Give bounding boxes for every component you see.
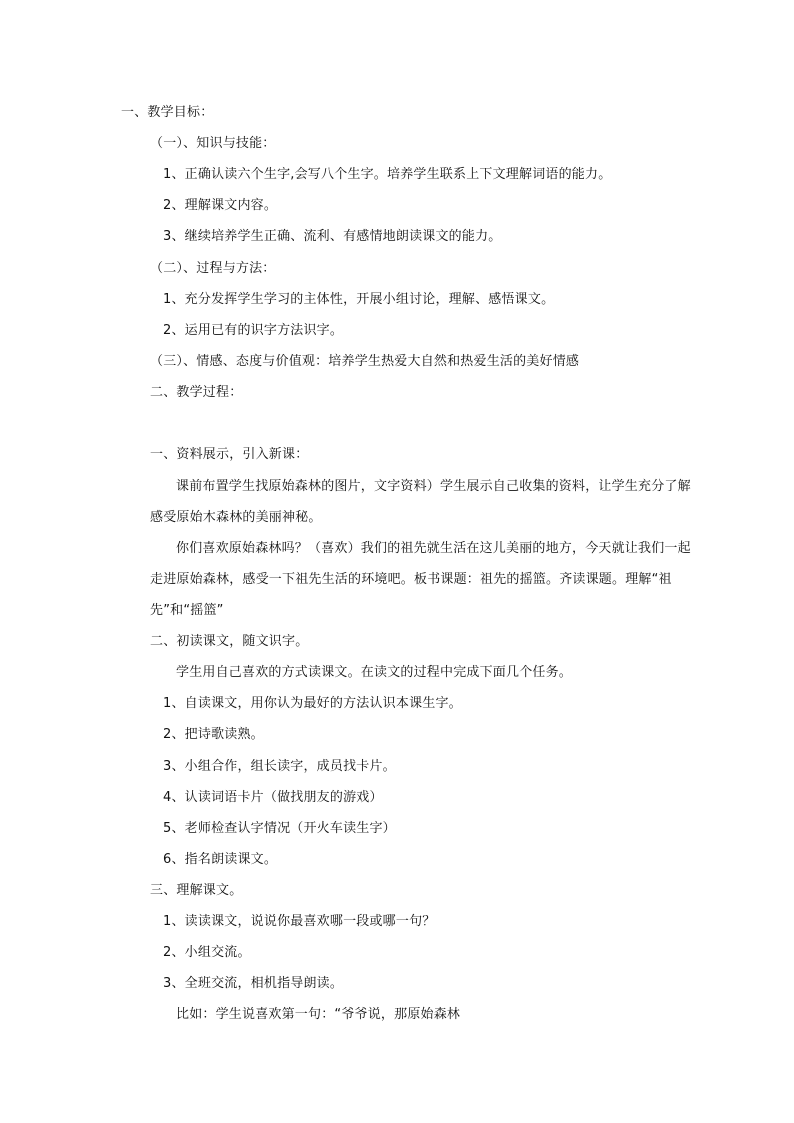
- paragraph-reading-intro: 学生用自己喜欢的方式读课文。在读文的过程中完成下面几个任务。: [176, 665, 573, 680]
- paragraph-intro-question: 你们喜欢原始森林吗？（喜欢）我们的祖先就生活在这儿美丽的地方，今天就让我们一起走进原始森林，感受一下祖先生活的环境吧。板书课题：祖先的摇篮。齐读课题。理解“祖先”和“摇篮”: [150, 541, 691, 618]
- paragraph-materials: 课前布置学生找原始森林的图片，文字资料）学生展示自己收集的资料，让学生充分了解感受原始木森林的美丽神秘。: [150, 479, 691, 525]
- list-item: 1、读读课文，说说你最喜欢哪一段或哪一句？: [163, 914, 436, 929]
- section-title-understanding: 三、理解课文。: [150, 883, 243, 898]
- subheading-emotion-values: （三）、情感、态度与价值观：培养学生热爱大自然和热爱生活的美好情感: [150, 354, 580, 369]
- subheading-process-methods: （二）、过程与方法：: [150, 261, 276, 276]
- list-item: 2、运用已有的识字方法识字。: [163, 323, 344, 338]
- list-item: 6、指名朗读课文。: [163, 852, 278, 867]
- list-item: 2、把诗歌读熟。: [163, 727, 264, 742]
- heading-teaching-goals: 一、教学目标：: [121, 105, 214, 120]
- section-title-materials: 一、资料展示，引入新课：: [150, 447, 309, 462]
- list-item: 4、认读词语卡片（做找朋友的游戏）: [163, 790, 383, 805]
- section-title-first-reading: 二、初读课文，随文识字。: [150, 634, 309, 649]
- heading-teaching-process: 二、教学过程：: [150, 385, 243, 400]
- list-item: 3、继续培养学生正确、流利、有感情地朗读课文的能力。: [163, 229, 502, 244]
- subheading-knowledge-skills: （一）、知识与技能：: [150, 136, 276, 151]
- list-item: 5、老师检查认字情况（开火车读生字）: [163, 821, 396, 836]
- list-item: 3、全班交流，相机指导朗读。: [163, 976, 344, 991]
- list-item: 1、自读课文，用你认为最好的方法认识本课生字。: [163, 696, 462, 711]
- list-item: 2、小组交流。: [163, 945, 251, 960]
- list-item: 1、正确认读六个生字,会写八个生字。培养学生联系上下文理解词语的能力。: [163, 167, 612, 182]
- list-item: 1、充分发挥学生学习的主体性，开展小组讨论，理解、感悟课文。: [163, 292, 555, 307]
- paragraph-example: 比如：学生说喜欢第一句：“爷爷说，那原始森林: [176, 1007, 461, 1022]
- list-item: 3、小组合作，组长读字，成员找卡片。: [163, 759, 396, 774]
- list-item: 2、理解课文内容。: [163, 198, 278, 213]
